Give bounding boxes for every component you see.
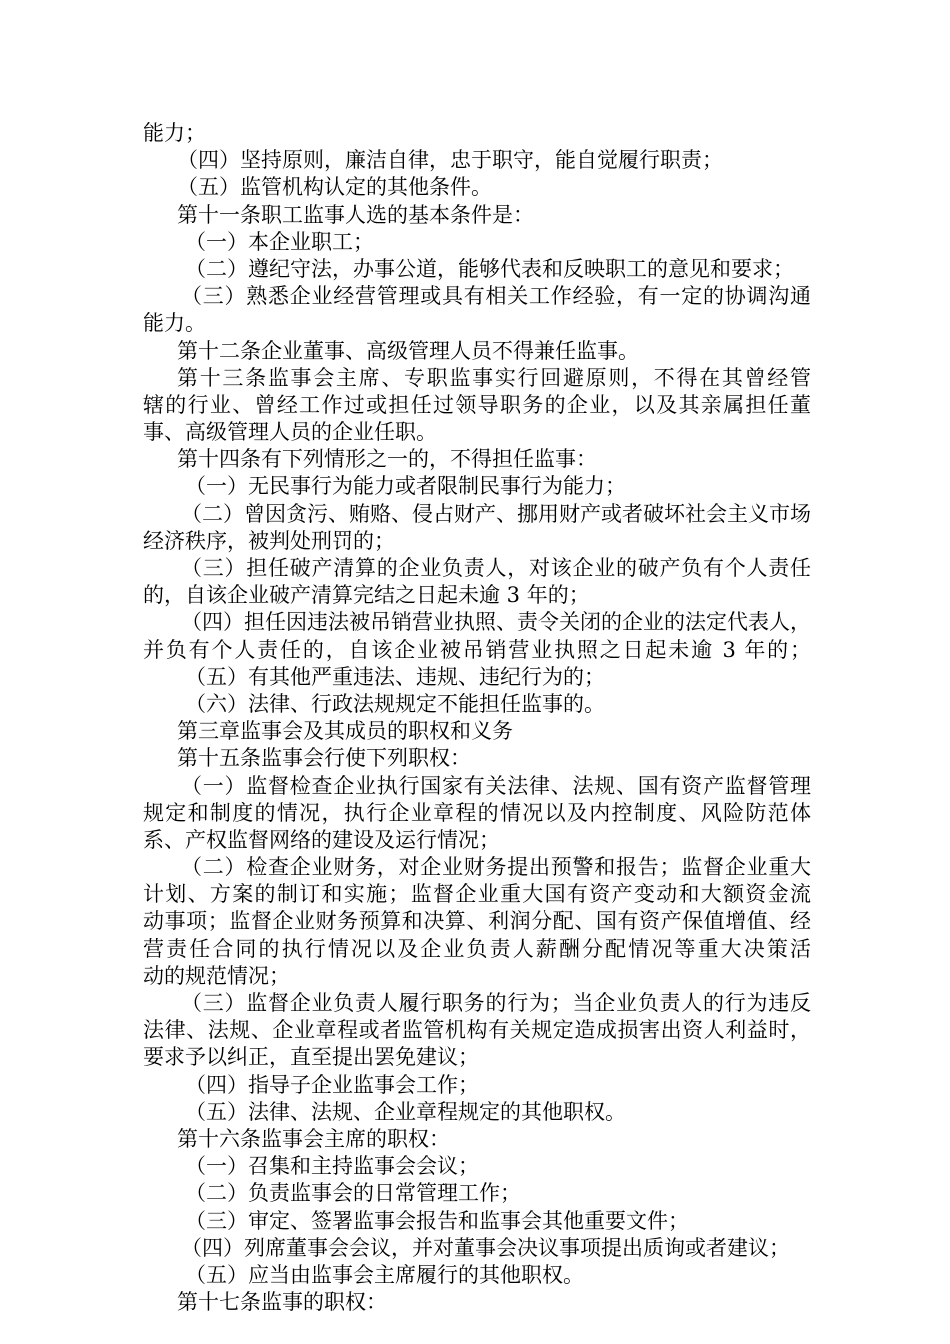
text-line: （五）有其他严重违法、违规、违纪行为的； — [185, 664, 605, 689]
text-line: （四）担任因违法被吊销营业执照、责令关闭的企业的法定代表人， — [181, 610, 811, 635]
text-line: （三）熟悉企业经营管理或具有相关工作经验，有一定的协调沟通 — [181, 284, 811, 309]
text-line: （二）检查企业财务，对企业财务提出预警和报告；监督企业重大 — [181, 855, 811, 880]
text-line: 动事项；监督企业财务预算和决算、利润分配、国有资产保值增值、经 — [143, 909, 811, 934]
text-line: 第十五条监事会行使下列职权： — [177, 746, 471, 771]
text-line: （二）负责监事会的日常管理工作； — [185, 1181, 521, 1206]
text-line: 法律、法规、企业章程或者监管机构有关规定造成损害出资人利益时， — [143, 1018, 811, 1043]
text-line: （三）审定、签署监事会报告和监事会其他重要文件； — [185, 1208, 689, 1233]
text-line: 事、高级管理人员的企业任职。 — [143, 420, 437, 445]
text-line: 计划、方案的制订和实施；监督企业重大国有资产变动和大额资金流 — [143, 882, 811, 907]
text-line: 营责任合同的执行情况以及企业负责人薪酬分配情况等重大决策活 — [143, 936, 811, 961]
text-line: 经济秩序，被判处刑罚的； — [143, 528, 395, 553]
text-line: 第十二条企业董事、高级管理人员不得兼任监事。 — [177, 338, 639, 363]
text-line: 并负有个人责任的，自该企业被吊销营业执照之日起未逾 3 年的； — [143, 637, 811, 662]
text-line: （三）监督企业负责人履行职务的行为；当企业负责人的行为违反 — [181, 991, 811, 1015]
text-line: 第十一条职工监事人选的基本条件是： — [177, 202, 534, 227]
text-line: （一）无民事行为能力或者限制民事行为能力； — [185, 474, 626, 499]
text-line: 动的规范情况； — [143, 963, 290, 988]
text-line: （三）担任破产清算的企业负责人，对该企业的破产负有个人责任 — [181, 556, 811, 580]
text-line: （一）本企业职工； — [185, 229, 374, 254]
text-line: （五）法律、法规、企业章程规定的其他职权。 — [185, 1099, 626, 1124]
text-line: 第十六条监事会主席的职权： — [177, 1126, 450, 1151]
text-line: （四）坚持原则，廉洁自律，忠于职守，能自觉履行职责； — [177, 148, 723, 173]
text-line: 能力； — [143, 121, 206, 145]
text-line: （六）法律、行政法规规定不能担任监事的。 — [185, 691, 605, 716]
text-line: 的，自该企业破产清算完结之日起未逾 3 年的； — [143, 583, 590, 608]
text-line: （五）监管机构认定的其他条件。 — [177, 175, 492, 200]
text-line: （四）列席董事会会议，并对董事会决议事项提出质询或者建议； — [181, 1235, 790, 1260]
document-body — [143, 120, 811, 1316]
text-line: 辖的行业、曾经工作过或担任过领导职务的企业，以及其亲属担任董 — [143, 392, 811, 417]
text-line: （二）遵纪守法，办事公道，能够代表和反映职工的意见和要求； — [185, 256, 794, 281]
text-line: 能力。 — [143, 311, 206, 336]
text-line: 第三章监事会及其成员的职权和义务 — [177, 719, 513, 744]
text-line: （一）召集和主持监事会会议； — [185, 1154, 479, 1179]
text-line: 系、产权监督网络的建设及运行情况； — [143, 827, 500, 852]
text-line: （四）指导子企业监事会工作； — [185, 1072, 479, 1097]
text-line: 要求予以纠正，直至提出罢免建议； — [143, 1045, 479, 1070]
text-line: （二）曾因贪污、贿赂、侵占财产、挪用财产或者破坏社会主义市场 — [181, 501, 811, 526]
text-line: 第十四条有下列情形之一的，不得担任监事： — [177, 447, 597, 472]
text-line: 规定和制度的情况，执行企业章程的情况以及内控制度、风险防范体 — [143, 800, 811, 825]
text-line: 第十三条监事会主席、专职监事实行回避原则，不得在其曾经管 — [177, 365, 811, 390]
text-line: （五）应当由监事会主席履行的其他职权。 — [185, 1262, 584, 1287]
text-line: 第十七条监事的职权： — [177, 1290, 387, 1315]
text-line: （一）监督检查企业执行国家有关法律、法规、国有资产监督管理 — [181, 773, 811, 798]
